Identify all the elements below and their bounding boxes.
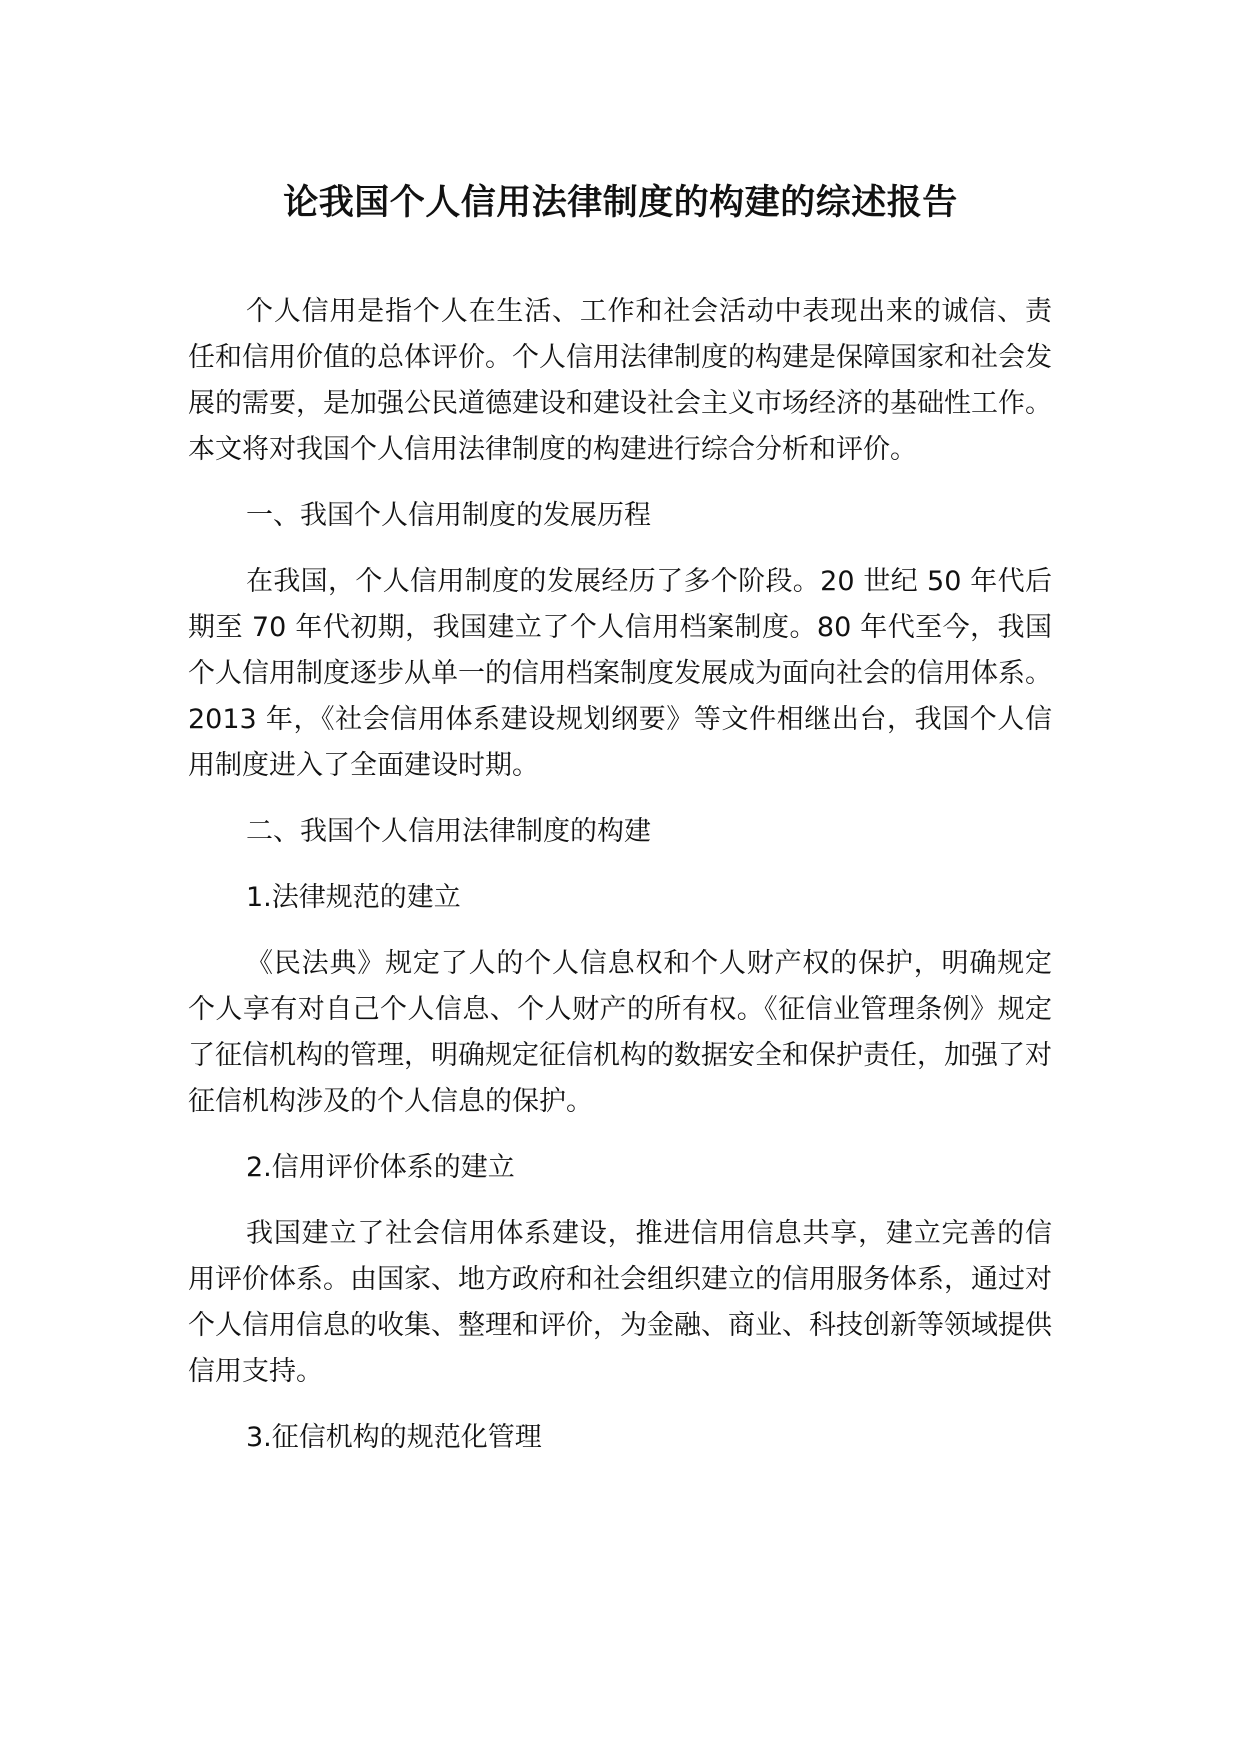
subsection-heading-2: 2.信用评价体系的建立 (246, 1152, 515, 1183)
evaluation-system-paragraph: 我国建立了社会信用体系建设，推进信用信息共享，建立完善的信用评价体系。由国家、地方政府和社会组织建立的信用服务体系，通过对个人信用信息的收集、整理和评价，为金融、商业、科技创新等领域提供信用支持。 (188, 1218, 1052, 1387)
history-paragraph: 在我国，个人信用制度的发展经历了多个阶段。20 世纪 50 年代后期至 70 年代初期，我国建立了个人信用档案制度。80 年代至今，我国个人信用制度逐步从单一的信用档案制度发展成为面向社会的信用体系。2013 年，《社会信用体系建设规划纲要》等文件相继出台，我国个人信用制度进入了全面建设时期。 (188, 566, 1052, 781)
intro-paragraph: 个人信用是指个人在生活、工作和社会活动中表现出来的诚信、责任和信用价值的总体评价。个人信用法律制度的构建是保障国家和社会发展的需要，是加强公民道德建设和建设社会主义市场经济的基础性工作。本文将对我国个人信用法律制度的构建进行综合分析和评价。 (188, 296, 1052, 465)
subsection-heading-3: 3.征信机构的规范化管理 (246, 1422, 542, 1453)
document-body (188, 289, 1052, 1461)
legal-norms-paragraph: 《民法典》规定了人的个人信息权和个人财产权的保护，明确规定个人享有对自己个人信息、个人财产的所有权。《征信业管理条例》规定了征信机构的管理，明确规定征信机构的数据安全和保护责任，加强了对征信机构涉及的个人信息的保护。 (188, 948, 1052, 1117)
section-heading-2: 二、我国个人信用法律制度的构建 (246, 816, 651, 847)
section-heading-1: 一、我国个人信用制度的发展历程 (246, 500, 651, 531)
subsection-heading-1: 1.法律规范的建立 (246, 882, 461, 913)
document-title: 论我国个人信用法律制度的构建的综述报告 (283, 183, 958, 223)
